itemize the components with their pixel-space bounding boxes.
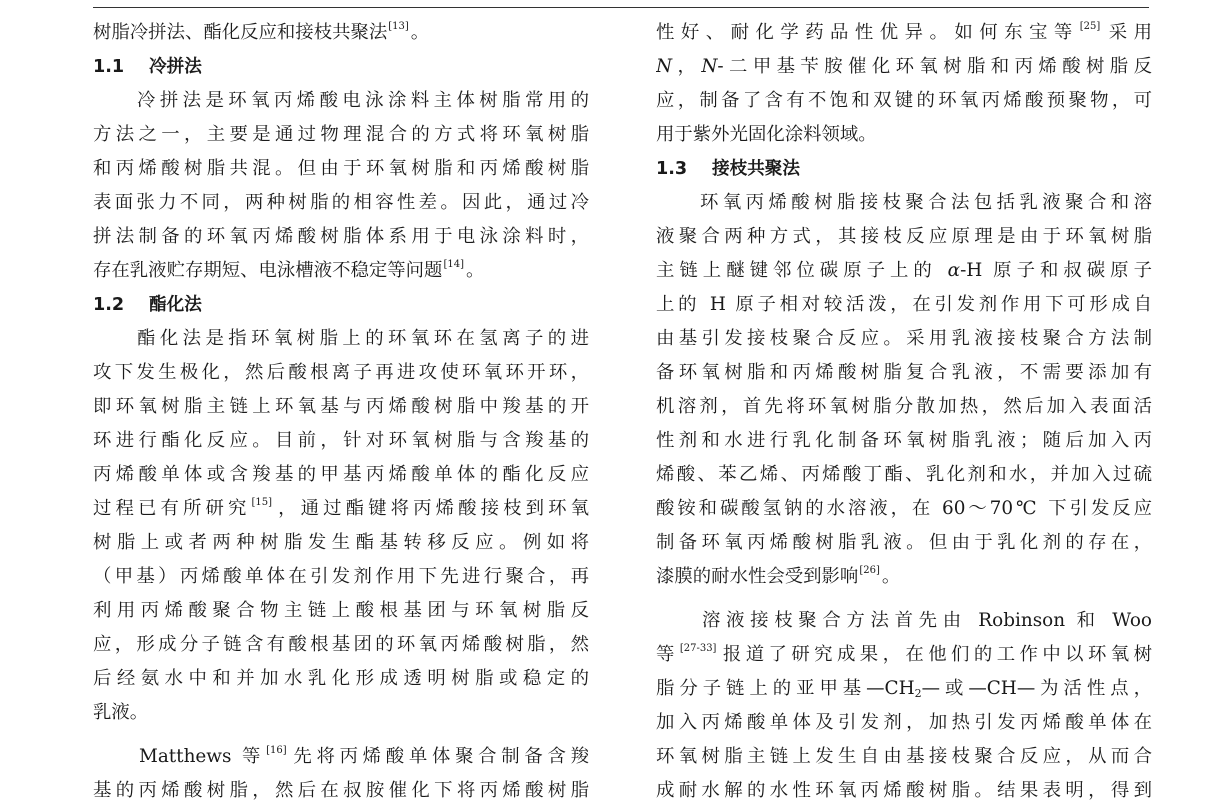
right-column [656, 16, 1152, 808]
paragraph-line: 溶液接枝聚合方法首先由 Robinson 和 Woo [702, 610, 1152, 631]
paragraph-line: 加入丙烯酸单体及引发剂，加热引发丙烯酸单体在 [656, 712, 1152, 733]
paragraph-line: 酯化法是指环氧树脂上的环氧环在氢离子的进 [137, 328, 589, 349]
citation-14: [14] [443, 259, 464, 270]
paragraph-line: 性好、耐化学药品性优异。如何东宝等[25] 采用 [656, 21, 1152, 43]
citation-15: [15] [251, 497, 273, 508]
paragraph-line: 成耐水解的水性环氧丙烯酸树脂。结果表明，得到 [656, 780, 1152, 801]
paragraph-line: 应，形成分子链含有酸根基团的环氧丙烯酸树脂，然 [93, 634, 589, 655]
paragraph-line: N，N-二甲基苄胺催化环氧树脂和丙烯酸树脂反 [656, 56, 1152, 77]
paragraph-line: 存在乳液贮存期短、电泳槽液不稳定等问题[14] 。 [93, 259, 485, 281]
section-heading-1-3: 1.3 接枝共聚法 [656, 159, 800, 179]
paragraph-line: 表面张力不同，两种树脂的相容性差。因此，通过冷 [93, 192, 589, 213]
paragraph-line: 脂分子链上的亚甲基$—CH_2—$或—CH—为活性点， [656, 678, 1152, 700]
paragraph-line: 攻下发生极化，然后酸根离子再进攻使环氧环开环， [93, 362, 589, 383]
paragraph-line: 利用丙烯酸聚合物主链上酸根基团与环氧树脂反 [93, 600, 589, 621]
left-column [93, 16, 589, 808]
paragraph-line: 环氧丙烯酸树脂接枝聚合法包括乳液聚合和溶 [700, 192, 1152, 213]
paragraph-line: 环进行酯化反应。目前，针对环氧树脂与含羧基的 [93, 430, 589, 451]
paragraph-line: 过程已有所研究[15] ，通过酯键将丙烯酸接枝到环氧 [93, 497, 589, 519]
paragraph-line: 和丙烯酸树脂共混。但由于环氧树脂和丙烯酸树脂 [93, 158, 589, 179]
paragraph-line: 丙烯酸单体或含羧基的甲基丙烯酸单体的酯化反应 [93, 464, 589, 485]
intro-line: 树脂冷拼法、酯化反应和接枝共聚法[13] 。 [93, 21, 430, 43]
paragraph-line: 液聚合两种方式，其接枝反应原理是由于环氧树脂 [656, 226, 1152, 247]
paragraph-line: 冷拼法是环氧丙烯酸电泳涂料主体树脂常用的 [137, 90, 589, 111]
paragraph-line: 烯酸、苯乙烯、丙烯酸丁酯、乳化剂和水，并加入过硫 [656, 464, 1152, 485]
paragraph-line: Matthews 等[16] 先将丙烯酸单体聚合制备含羧 [139, 745, 589, 767]
paragraph-line: 即环氧树脂主链上环氧基与丙烯酸树脂中羧基的开 [93, 396, 589, 417]
citation-26: [26] [859, 565, 880, 576]
paragraph-line: 基的丙烯酸树脂，然后在叔胺催化下将丙烯酸树脂 [93, 780, 589, 801]
alpha-symbol: α [947, 260, 961, 281]
paragraph-line: 上的 H 原子相对较活泼，在引发剂作用下可形成自 [656, 294, 1152, 315]
citation-13: [13] [388, 21, 409, 32]
section-heading-1-2: 1.2 酯化法 [93, 295, 202, 315]
paragraph-line: 漆膜的耐水性会受到影响[26] 。 [656, 565, 901, 587]
paragraph-line: 酸铵和碳酸氢钠的水溶液，在 60～70℃ 下引发反应 [656, 498, 1152, 519]
section-heading-1-1: 1.1 冷拼法 [93, 57, 202, 77]
paragraph-line: 方法之一，主要是通过物理混合的方式将环氧树脂 [93, 124, 589, 145]
paragraph-line: 主链上醚键邻位碳原子上的 α-H 原子和叔碳原子 [656, 260, 1152, 281]
citation-25: [25] [1079, 21, 1101, 32]
paragraph-line: 乳液。 [93, 702, 149, 723]
paragraph-line: 拼法制备的环氧丙烯酸树脂体系用于电泳涂料时， [93, 226, 589, 247]
paragraph-line: （甲基）丙烯酸单体在引发剂作用下先进行聚合，再 [93, 566, 589, 587]
paragraph-line: 性剂和水进行乳化制备环氧树脂乳液；随后加入丙 [656, 430, 1152, 451]
paragraph-line: 用于紫外光固化涂料领域。 [656, 124, 877, 145]
paragraph-line: 机溶剂，首先将环氧树脂分散加热，然后加入表面活 [656, 396, 1152, 417]
citation-16: [16] [266, 745, 287, 756]
paragraph-line: 备环氧树脂和丙烯酸树脂复合乳液，不需要添加有 [656, 362, 1152, 383]
paragraph-line: 环氧树脂主链上发生自由基接枝聚合反应，从而合 [656, 746, 1152, 767]
paragraph-line: 等[27-33] 报道了研究成果，在他们的工作中以环氧树 [656, 643, 1152, 665]
top-rule [93, 7, 1149, 8]
paragraph-line: 由基引发接枝聚合反应。采用乳液接枝聚合方法制 [656, 328, 1152, 349]
paragraph-line: 后经氨水中和并加水乳化形成透明树脂或稳定的 [93, 668, 589, 689]
paragraph-line: 树脂上或者两种树脂发生酯基转移反应。例如将 [93, 532, 589, 553]
paragraph-line: 应，制备了含有不饱和双键的环氧丙烯酸预聚物，可 [656, 90, 1152, 111]
paragraph-line: 制备环氧丙烯酸树脂乳液。但由于乳化剂的存在， [656, 532, 1152, 553]
citation-27-33: [27-33] [679, 643, 717, 654]
